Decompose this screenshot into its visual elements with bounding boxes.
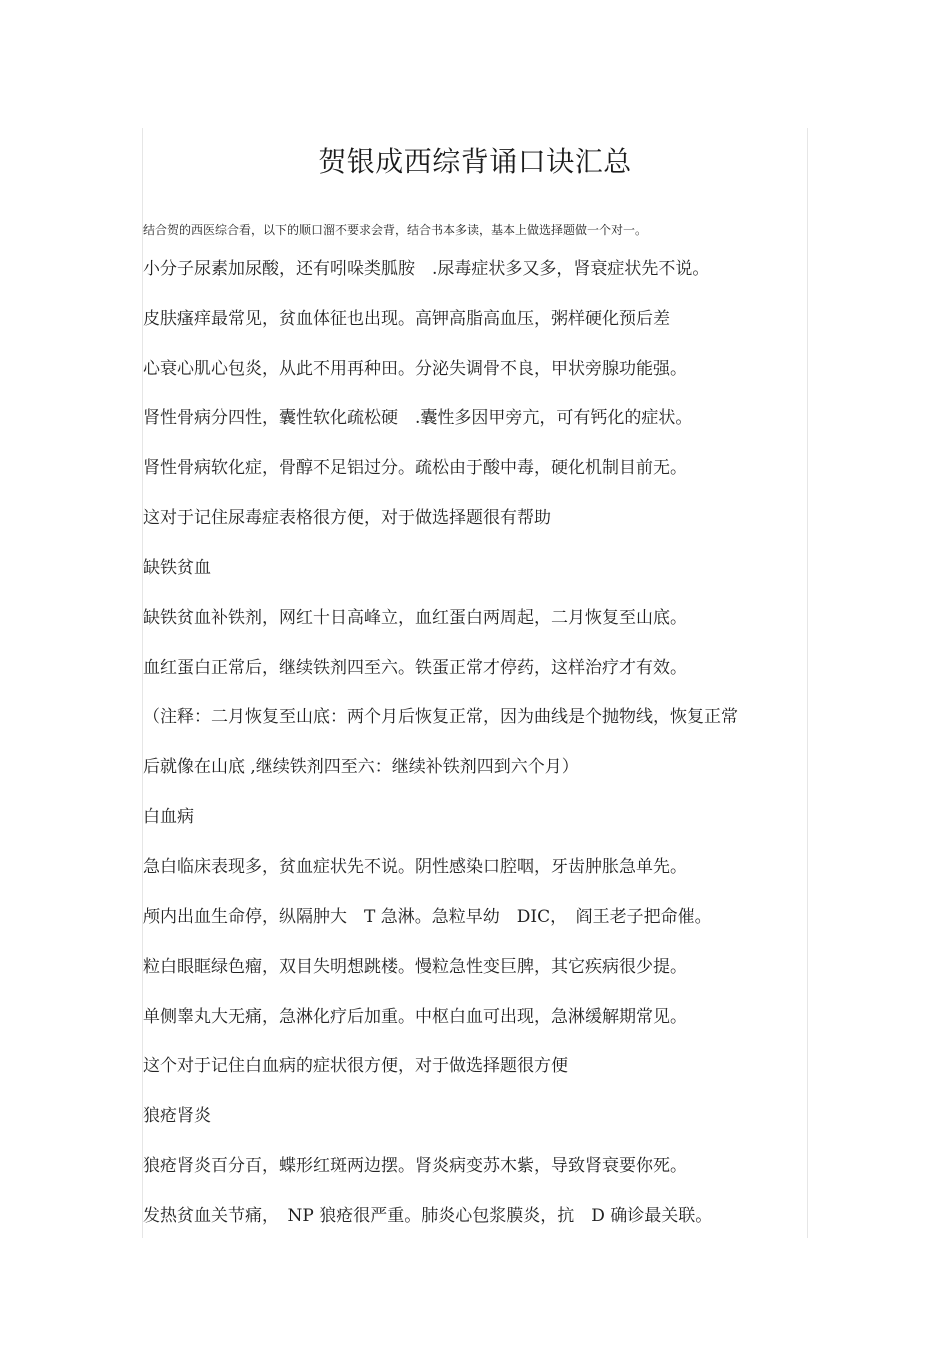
- section-heading-iron-deficiency-anemia: 缺铁贫血: [143, 558, 211, 578]
- text-line: （注释：二月恢复至山底：两个月后恢复正常，因为曲线是个抛物线，恢复正常: [143, 707, 738, 727]
- text-line: 这个对于记住白血病的症状很方便，对于做选择题很方便: [143, 1056, 568, 1076]
- text-line: 这对于记住尿毒症表格很方便，对于做选择题很有帮助: [143, 508, 551, 528]
- text-line: 皮肤瘙痒最常见，贫血体征也出现。高钾高脂高血压，粥样硬化预后差: [143, 309, 670, 329]
- text-line: 血红蛋白正常后，继续铁剂四至六。铁蛋正常才停药，这样治疗才有效。: [143, 658, 687, 678]
- section-heading-lupus-nephritis: 狼疮肾炎: [143, 1106, 211, 1126]
- text-line: 狼疮肾炎百分百，蝶形红斑两边摆。肾炎病变苏木紫，导致肾衰要你死。: [143, 1156, 687, 1176]
- document-title: 贺银成西综背诵口诀汇总: [318, 145, 632, 178]
- text-line: 肾性骨病软化症，骨醇不足铝过分。疏松由于酸中毒，硬化机制目前无。: [143, 458, 687, 478]
- text-line: 粒白眼眶绿色瘤，双目失明想跳楼。慢粒急性变巨脾，其它疾病很少提。: [143, 957, 687, 977]
- text-line: 小分子尿素加尿酸，还有吲哚类胍胺 .尿毒症状多又多，肾衰症状先不说。: [143, 259, 710, 279]
- text-line: 后就像在山底 ,继续铁剂四至六：继续补铁剂四到六个月）: [143, 757, 579, 777]
- text-line: 急白临床表现多，贫血症状先不说。阴性感染口腔咽，牙齿肿胀急单先。: [143, 857, 687, 877]
- text-line: 缺铁贫血补铁剂，网红十日高峰立，血红蛋白两周起，二月恢复至山底。: [143, 608, 687, 628]
- text-line: 心衰心肌心包炎，从此不用再种田。分泌失调骨不良，甲状旁腺功能强。: [143, 359, 687, 379]
- text-line: 颅内出血生命停，纵隔肿大 T 急淋。急粒早幼 DIC， 阎王老子把命催。: [143, 907, 712, 927]
- text-line: 发热贫血关节痛， NP 狼疮很严重。肺炎心包浆膜炎，抗 D 确诊最关联。: [143, 1206, 713, 1226]
- intro-note: 结合贺的西医综合看，以下的顺口溜不要求会背，结合书本多读，基本上做选择题做一个对一。: [143, 223, 648, 237]
- text-line: 肾性骨病分四性，囊性软化疏松硬 .囊性多因甲旁亢，可有钙化的症状。: [143, 408, 693, 428]
- text-line: 单侧睾丸大无痛，急淋化疗后加重。中枢白血可出现，急淋缓解期常见。: [143, 1007, 687, 1027]
- section-heading-leukemia: 白血病: [143, 807, 194, 827]
